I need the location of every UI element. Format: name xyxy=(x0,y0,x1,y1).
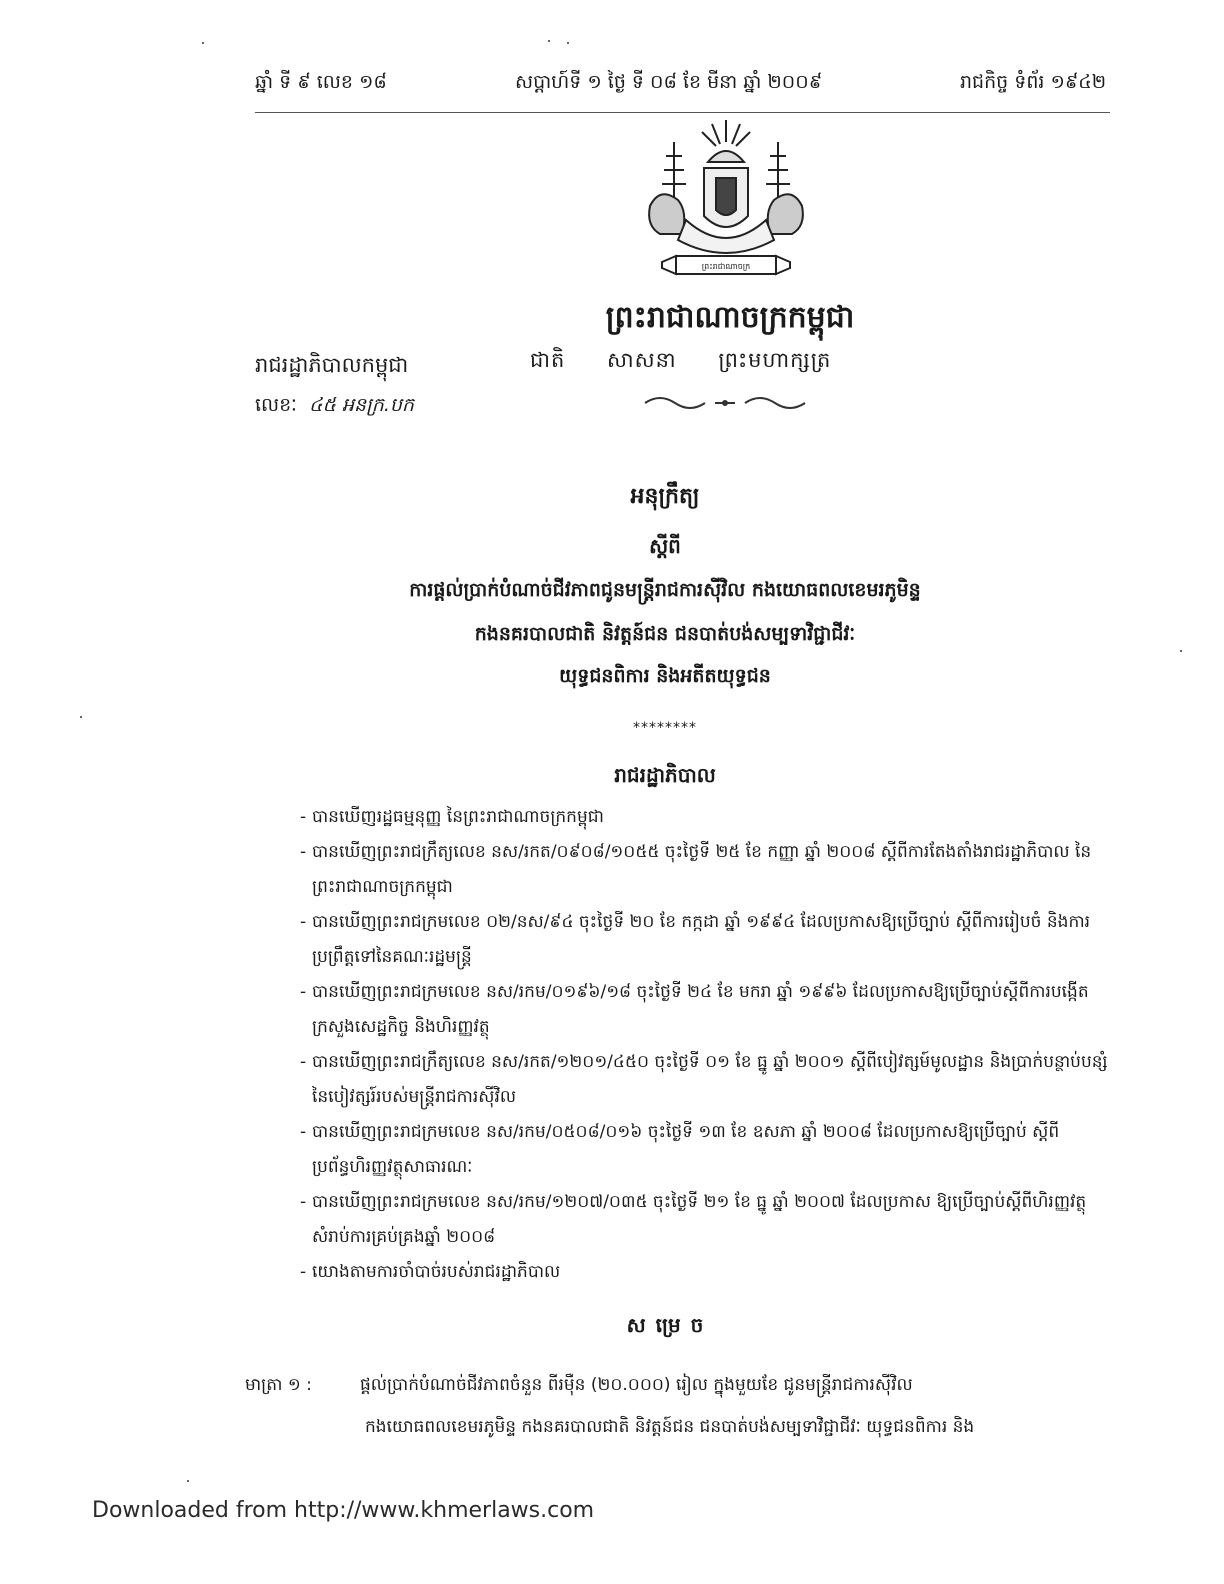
article-line-2: កងយោធពលខេមរភូមិន្ទ កងនគរបាលជាតិ និវត្តន៍ជន ជនបាត់បង់សម្បទាវិជ្ជាជីវៈ យុទ្ធជនពិការ និង xyxy=(365,1417,975,1437)
scan-speck xyxy=(567,42,569,44)
reference-item: - បានឃើញព្រះរាជក្រមលេខ នស/រកម/១២០៧/០៣៥ ចុះថ្ងៃទី ២១ ខែ ធ្នូ ឆ្នាំ ២០០៧ ដែលប្រកាស ឱ្យប្រើច្បាប់ស្តីពីហិរញ្ញវត្ថុសំរាប់ការគ្រប់គ្រងឆ្នាំ ២០០៨ xyxy=(300,1185,1120,1255)
article-line-1: ផ្តល់ប្រាក់បំណាច់ជីវភាពចំនួន ពីរម៉ឺន (២០.០០០) រៀល ក្នុងមួយខែ ជូនមន្ត្រីរាជការស៊ីវិល xyxy=(360,1375,913,1395)
document-title-line-3: យុទ្ធជនពិការ និងអតីតយុទ្ធជន xyxy=(559,665,771,687)
document-number xyxy=(255,393,414,421)
issuing-authority: រាជរដ្ឋាភិបាល xyxy=(614,763,716,787)
national-motto xyxy=(530,347,865,378)
decision-heading: សម្រេច xyxy=(626,1313,714,1337)
download-source-footer: Downloaded from http://www.khmerlaws.com xyxy=(92,1498,595,1523)
motto-nation: ជាតិ xyxy=(530,348,566,372)
reference-item: - បានឃើញព្រះរាជក្រមលេខ ០២/នស/៩៤ ចុះថ្ងៃទី ២០ ខែ កក្កដា ឆ្នាំ ១៩៩៤ ដែលប្រកាសឱ្យប្រើច្បាប់ ស្តីពីការរៀបចំ និងការប្រព្រឹត្តទៅនៃគណៈរដ្ឋមន្ត្រី xyxy=(300,905,1120,975)
motto-religion: សាសនា xyxy=(607,348,677,372)
reference-item: - បានឃើញព្រះរាជក្រមលេខ នស/រកម/០៥០៨/០១៦ ចុះថ្ងៃទី ១៣ ខែ ឧសភា ឆ្នាំ ២០០៨ ដែលប្រកាសឱ្យប្រើច្បាប់ ស្តីពីប្រព័ន្ធហិរញ្ញវត្ថុសាធារណៈ xyxy=(300,1115,1120,1185)
reference-item: - យោងតាមការចាំបាច់របស់រាជរដ្ឋាភិបាល xyxy=(300,1255,1120,1290)
references-list xyxy=(300,800,1120,1290)
header-date: សប្តាហ៍ទី ១ ថ្ងៃ ទី ០៨ ខែ មីនា ឆ្នាំ ២០០៩ xyxy=(515,71,823,93)
document-title-line-2: កងនគរបាលជាតិ និវត្តន៍ជន ជនបាត់បង់សម្បទាវិជ្ជាជីវៈ xyxy=(474,623,856,645)
scan-speck xyxy=(202,42,204,44)
royal-emblem-icon xyxy=(636,116,816,286)
header-issue: ឆ្នាំ ទី ៩ លេខ ១៨ xyxy=(255,71,387,93)
scan-speck xyxy=(80,716,82,718)
scan-speck xyxy=(187,1480,189,1482)
reference-item: - បានឃើញព្រះរាជក្រមលេខ នស/រកម/០១៩៦/១៨ ចុះថ្ងៃទី ២៤ ខែ មករា ឆ្នាំ ១៩៩៦ ដែលប្រកាសឱ្យប្រើច្បាប់ស្តីពីការបង្កើតក្រសួងសេដ្ឋកិច្ច និងហិរញ្ញវត្ថុ xyxy=(300,975,1120,1045)
document-type: អនុក្រឹត្យ xyxy=(630,484,700,509)
header-page: រាជកិច្ច ទំព័រ ១៩៤២ xyxy=(960,71,1107,93)
article-1 xyxy=(245,1364,1115,1448)
document-title-line-1: ការផ្តល់ប្រាក់បំណាច់ជីវភាពជូនមន្ត្រីរាជការស៊ីវិល កងយោធពលខេមរភូមិន្ទ xyxy=(409,579,921,601)
reference-item: - បានឃើញរដ្ឋធម្មនុញ្ញ នៃព្រះរាជាណាចក្រកម្ពុជា xyxy=(300,800,1120,835)
svg-text:ព្រះរាជាណាចក្រ: ព្រះរាជាណាចក្រ xyxy=(701,262,751,271)
separator-stars: ******** xyxy=(633,720,697,736)
document-number-label: លេខៈ xyxy=(255,394,297,416)
reference-item: - បានឃើញព្រះរាជក្រឹត្យលេខ នស/រកត/០៩០៨/១០៥៥ ចុះថ្ងៃទី ២៥ ខែ កញ្ញា ឆ្នាំ ២០០៨ ស្តីពីការតែងតាំងរាជរដ្ឋាភិបាល នៃព្រះរាជាណាចក្រកម្ពុជា xyxy=(300,835,1120,905)
scan-speck xyxy=(1180,650,1182,652)
scan-speck xyxy=(548,40,550,42)
document-number-value: ៤៥ អនក្រ.បក xyxy=(309,394,414,416)
motto-flourish-icon xyxy=(640,393,810,413)
article-label: មាត្រា ១ : xyxy=(245,1375,312,1395)
reference-item: - បានឃើញព្រះរាជក្រឹត្យលេខ នស/រកត/១២០១/៤៥០ ចុះថ្ងៃទី ០១ ខែ ធ្នូ ឆ្នាំ ២០០១ ស្តីពីបៀវត្សម៍មូលដ្ឋាន និងប្រាក់បន្ថាប់បន្សំ នៃបៀវត្សរ៍របស់មន្ត្រីរាជការស៊ីវិល xyxy=(300,1045,1120,1115)
government-name: រាជរដ្ឋាភិបាលកម្ពុជា xyxy=(255,353,409,377)
kingdom-title: ព្រះរាជាណាចក្រកម្ពុជា xyxy=(605,300,855,335)
header-rule xyxy=(255,112,1110,113)
motto-king: ព្រះមហាក្សត្រ xyxy=(718,348,832,372)
document-subject-on: ស្តីពី xyxy=(649,534,681,558)
